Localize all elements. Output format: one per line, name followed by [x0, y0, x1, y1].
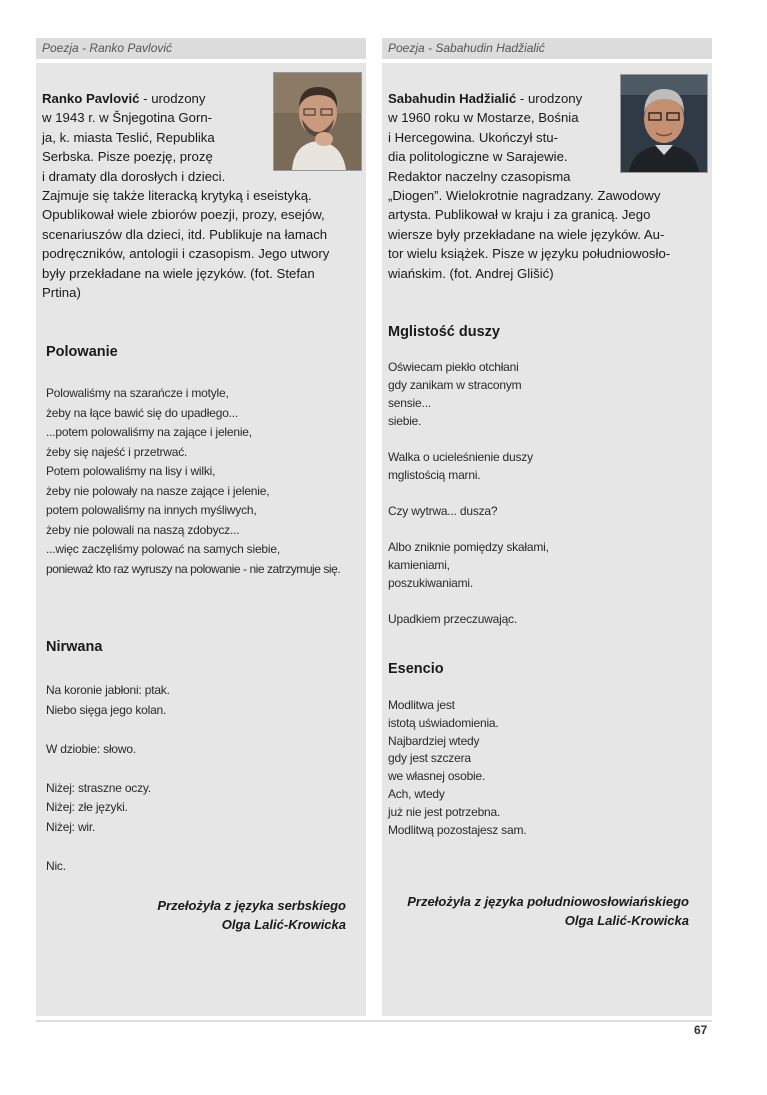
poem-line: żeby nie polowały na nasze zające i jelenie, [46, 483, 270, 498]
translator-name: Olga Lalić-Krowicka [564, 913, 689, 928]
poem-title: Esencio [388, 661, 444, 677]
poem-line: Nic. [46, 858, 66, 873]
footer-rule [36, 1020, 712, 1022]
poem-line: ponieważ kto raz wyruszy na polowanie - nie zatrzymuje się. [46, 561, 341, 576]
poem-line: Niebo sięga jego kolan. [46, 702, 167, 717]
poem-line: Modlitwa jest [388, 698, 455, 712]
poem-line: Na koronie jabłoni: ptak. [46, 683, 170, 697]
poem-text [46, 681, 362, 876]
bio-line: scenariuszów dla dzieci, itd. Publikuje na łamach [42, 226, 328, 242]
bio-line: w 1943 r. w Šnjegotina Gorn- [42, 110, 213, 126]
poem-line: Najbardziej wtedy [388, 733, 480, 748]
poem-line: gdy zanikam w straconym [388, 378, 522, 392]
poem-line: już nie jest potrzebna. [388, 804, 501, 819]
poem-line: potem polowaliśmy na innych myśliwych, [46, 503, 257, 517]
poem-text [388, 358, 704, 628]
bio-line: ja, k. miasta Teslić, Republika [42, 129, 215, 145]
poem-line: Walka o ucieleśnienie duszy [388, 450, 533, 464]
poem-line [388, 592, 704, 610]
bio-line: podręczników, antologii i czasopism. Jego utwory [42, 246, 330, 262]
poem-line: Niżej: straszne oczy. [46, 780, 151, 795]
poem-line: Ach, wtedy [388, 786, 445, 801]
bio-line: Opublikował wiele zbiorów poezji, prozy, esejów, [42, 207, 325, 223]
poem-line: Potem polowaliśmy na lisy i wilki, [46, 464, 216, 478]
poem-line: poszukiwaniami. [388, 576, 474, 590]
bio-line: wiersze były przekładane na wiele języków. Au- [388, 226, 665, 242]
translator-credit [60, 896, 346, 934]
bio-line: i Hercegowina. Ukończył stu- [388, 129, 559, 145]
left-author-bio [42, 89, 360, 302]
poem-title: Polowanie [46, 344, 118, 360]
bio-line: Prtina) [42, 285, 81, 301]
bio-line: „Diogen”. Wielokrotnie nagradzany. Zawodowy [388, 188, 661, 204]
poem-line: Niżej: złe języki. [46, 800, 128, 814]
bio-line: i dramaty dla dorosłych i dzieci. [42, 168, 226, 184]
bio-line: - urodzony [516, 91, 583, 106]
author-name: Sabahudin Hadžialić [388, 91, 517, 106]
poem-line: Niżej: wir. [46, 819, 96, 834]
poem-line: kamieniami, [388, 558, 450, 572]
bio-line: tor wielu książek. Pisze w języku południowosło- [388, 246, 671, 262]
translator-line: Przełożyła z języka południowosłowiańskiego [407, 894, 689, 909]
poem-line: W dziobie: słowo. [46, 741, 136, 756]
bio-line: - urodzony [139, 91, 206, 106]
poem-line: we własnej osobie. [388, 769, 486, 784]
bio-line: Redaktor naczelny czasopisma [388, 168, 571, 184]
poem-line: Albo zniknie pomiędzy skałami, [388, 540, 549, 554]
translator-credit [392, 892, 689, 930]
poem-line: żeby się najeść i przetrwać. [46, 444, 188, 459]
poem-line: żeby na łące bawić się do upadłego... [46, 405, 239, 420]
page-number: 67 [694, 1023, 708, 1037]
poem-line: siebie. [388, 414, 422, 428]
poem-line [46, 720, 362, 740]
author-name: Ranko Pavlović [42, 91, 140, 106]
left-running-header: Poezja - Ranko Pavlović [36, 38, 366, 59]
bio-line: były przekładane na wiele języków. (fot. Stefan [42, 265, 315, 281]
poem-line: Oświecam piekło otchłani [388, 360, 519, 374]
poem-title: Mglistość duszy [388, 324, 500, 340]
poem-line: Czy wytrwa... dusza? [388, 504, 498, 518]
poem-text [388, 696, 704, 838]
bio-line: artysta. Publikował w kraju i za granicą. Jego [388, 207, 651, 223]
right-running-header: Poezja - Sabahudin Hadžialić [382, 38, 712, 59]
poem-line: ...więc zaczęliśmy polować na samych siebie, [46, 542, 280, 556]
poem-line: gdy jest szczera [388, 751, 471, 766]
poem-line [388, 520, 704, 538]
bio-line: wiańskim. (fot. Andrej Glišić) [388, 265, 554, 281]
poem-line: sensie... [388, 396, 431, 410]
poem-line: mglistością marni. [388, 468, 481, 482]
translator-name: Olga Lalić-Krowicka [221, 917, 346, 932]
poem-line: żeby nie polowali na naszą zdobycz... [46, 522, 240, 537]
poem-text [46, 384, 362, 579]
poem-line [46, 837, 362, 857]
poem-line: Polowaliśmy na szarańcze i motyle, [46, 386, 229, 400]
bio-line: dia politologiczne w Sarajewie. [388, 149, 568, 165]
poem-line: istotą uświadomienia. [388, 715, 499, 730]
poem-line [46, 759, 362, 779]
poem-title: Nirwana [46, 639, 103, 655]
poem-line: Upadkiem przeczuwając. [388, 612, 517, 626]
poem-line [388, 484, 704, 502]
bio-line: Serbska. Pisze poezję, prozę [42, 149, 213, 165]
right-author-bio [388, 89, 706, 283]
bio-line: w 1960 roku w Mostarze, Bośnia [388, 110, 579, 126]
bio-line: Zajmuje się także literacką krytyką i eseistyką. [42, 188, 312, 204]
poem-line [388, 430, 704, 448]
poem-line: Modlitwą pozostajesz sam. [388, 822, 527, 837]
translator-line: Przełożyła z języka serbskiego [157, 898, 346, 913]
poem-line: ...potem polowaliśmy na zające i jelenie, [46, 425, 252, 439]
